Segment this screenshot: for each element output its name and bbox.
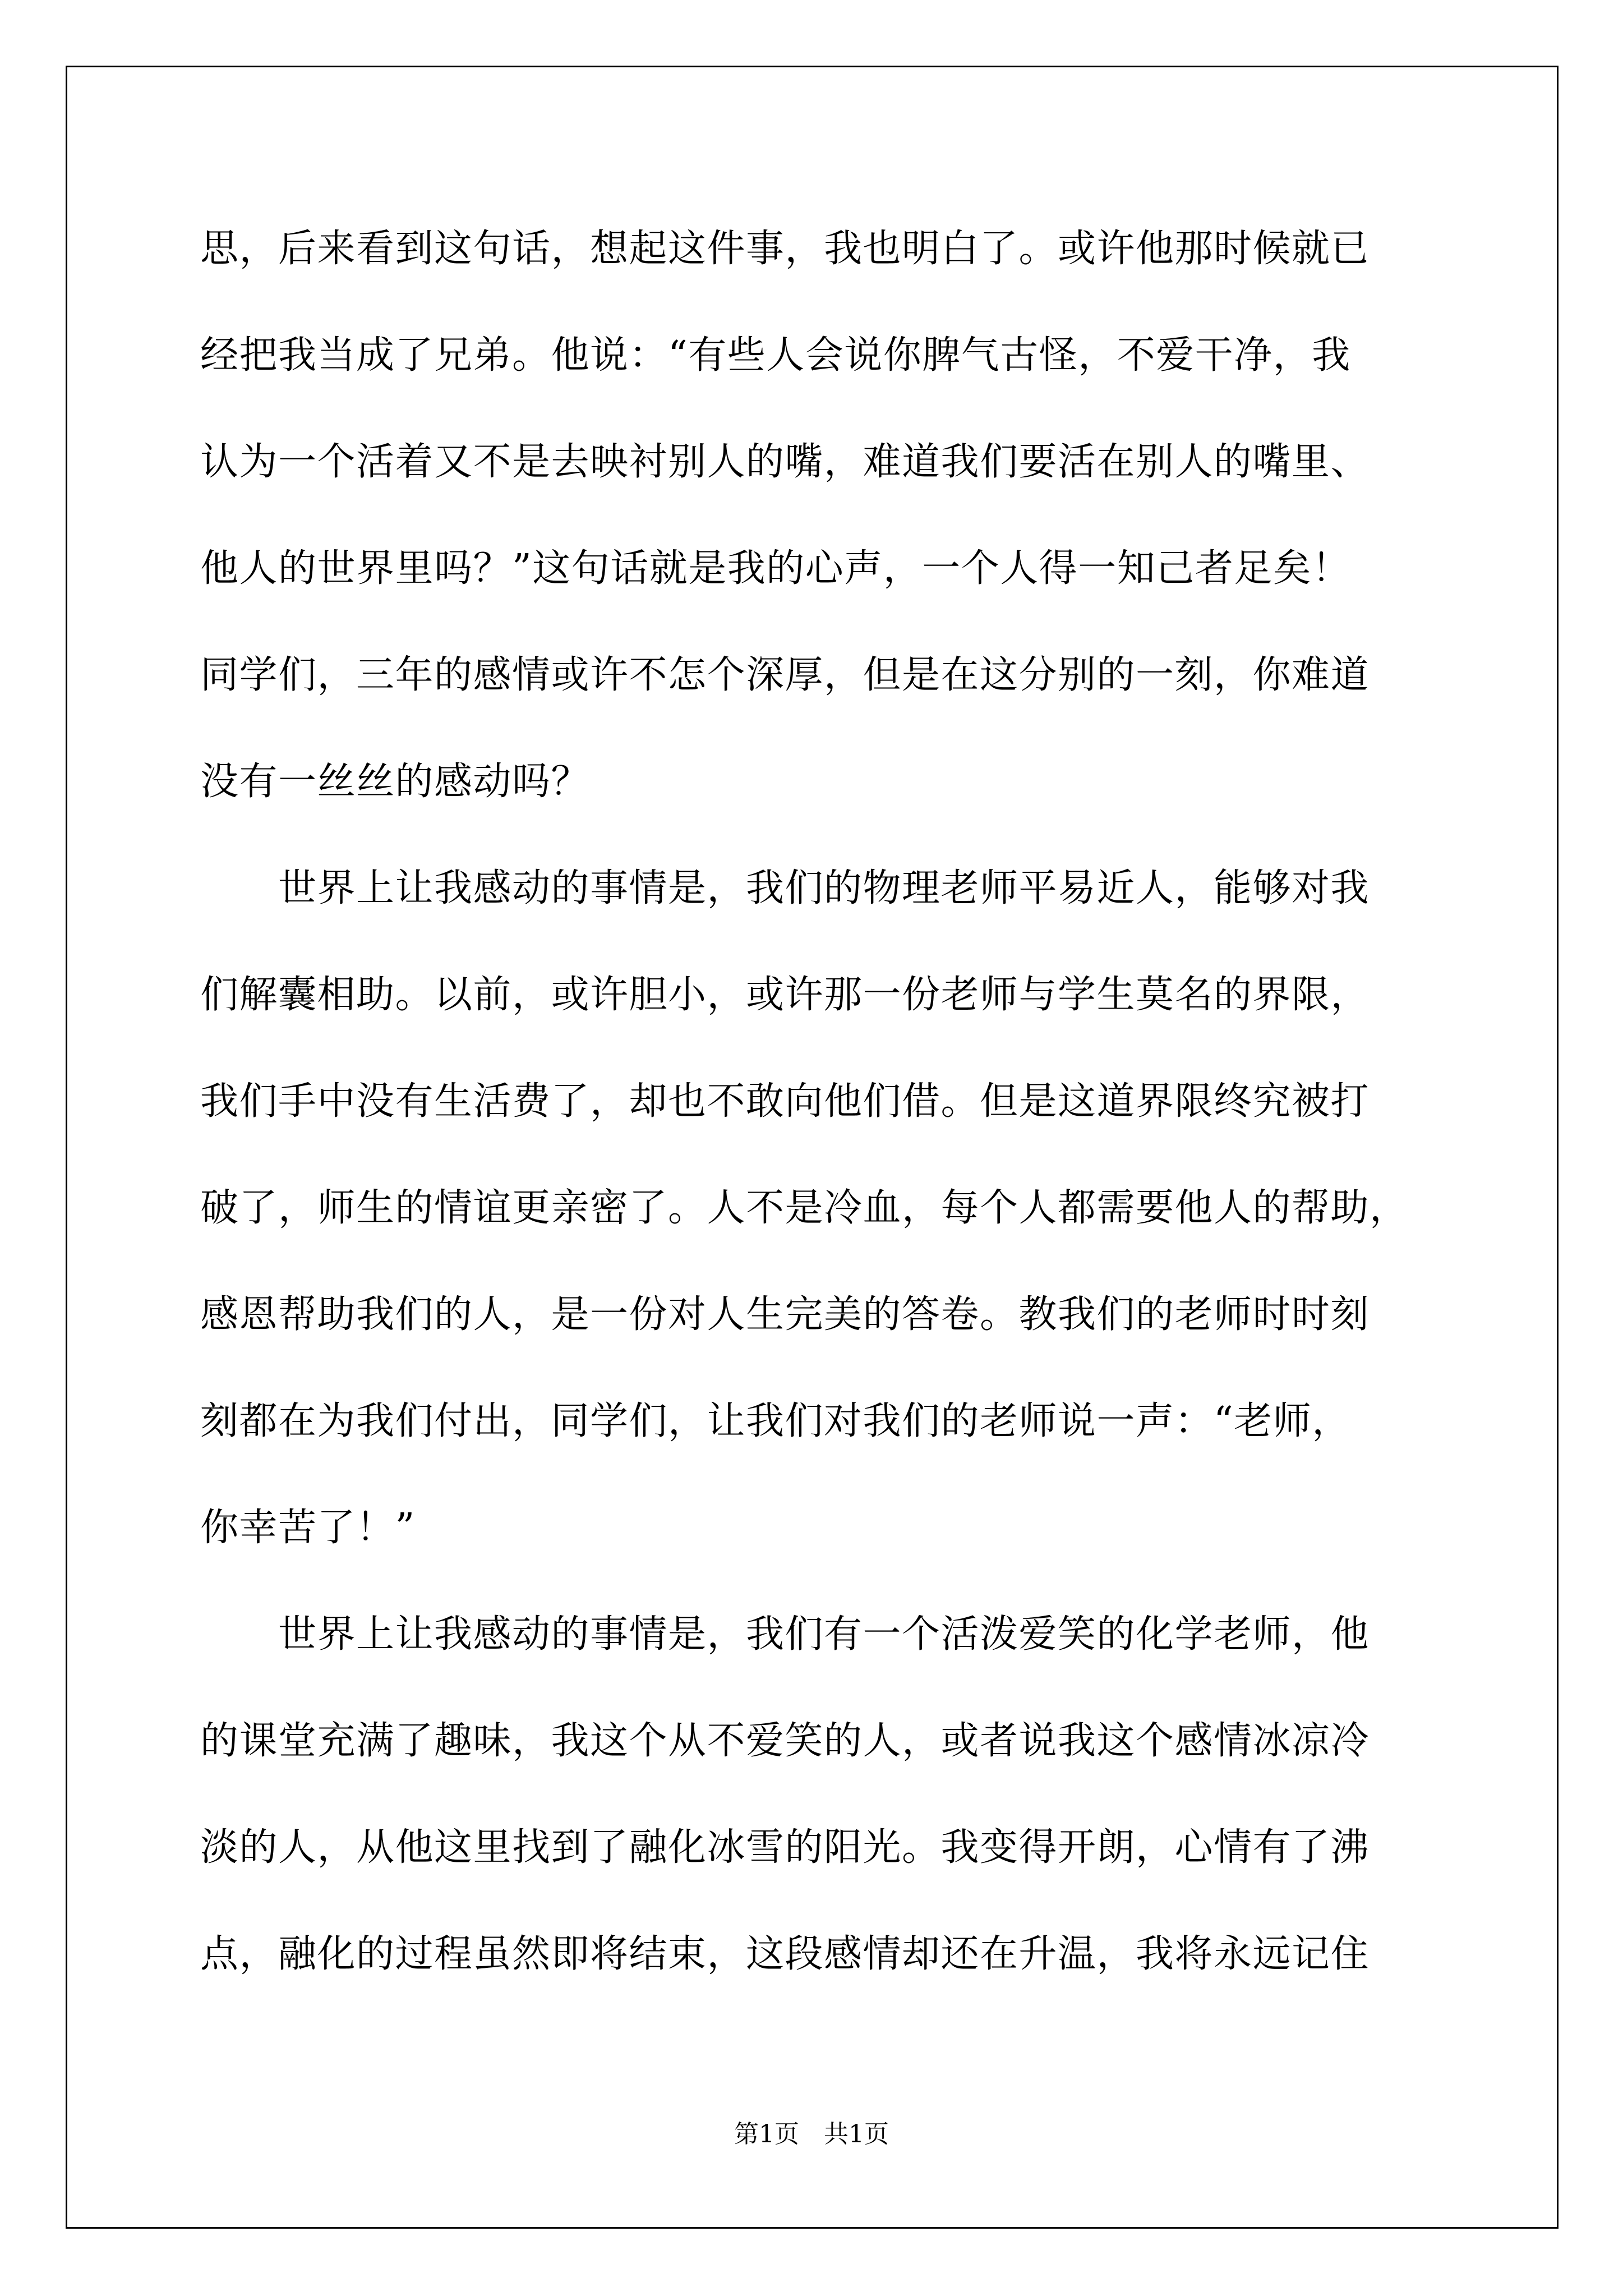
text-line: 们解囊相助。以前，或许胆小，或许那一份老师与学生莫名的界限， bbox=[200, 973, 1370, 1017]
text-line: 点，融化的过程虽然即将结束，这段感情却还在升温，我将永远记住 bbox=[200, 1932, 1370, 1976]
text-line: 世界上让我感动的事情是，我们的物理老师平易近人，能够对我 bbox=[200, 866, 1370, 910]
text-line: 没有一丝丝的感动吗？ bbox=[200, 760, 591, 804]
text-line: 的课堂充满了趣味，我这个从不爱笑的人，或者说我这个感情冰凉冷 bbox=[200, 1719, 1370, 1763]
text-line: 我们手中没有生活费了，却也不敢向他们借。但是这道界限终究被打 bbox=[200, 1079, 1370, 1124]
text-line: 世界上让我感动的事情是，我们有一个活泼爱笑的化学老师，他 bbox=[200, 1612, 1370, 1657]
text-line: 他人的世界里吗？”这句话就是我的心声，一个人得一知己者足矣！ bbox=[200, 546, 1351, 591]
page-number-footer: 第1页 共1页 bbox=[734, 2120, 889, 2148]
text-line: 认为一个活着又不是去映衬别人的嘴，难道我们要活在别人的嘴里、 bbox=[200, 440, 1370, 484]
page-border bbox=[66, 66, 1559, 2229]
text-line: 刻都在为我们付出，同学们，让我们对我们的老师说一声：“老师， bbox=[200, 1399, 1351, 1443]
text-line: 破了，师生的情谊更亲密了。人不是冷血，每个人都需要他人的帮助， bbox=[200, 1186, 1409, 1230]
text-line: 你幸苦了！” bbox=[200, 1506, 416, 1550]
text-line: 同学们，三年的感情或许不怎个深厚，但是在这分别的一刻，你难道 bbox=[200, 653, 1370, 697]
text-line: 经把我当成了兄弟。他说：“有些人会说你脾气古怪，不爱干净，我 bbox=[200, 333, 1351, 378]
text-line: 思，后来看到这句话，想起这件事，我也明白了。或许他那时候就已 bbox=[200, 227, 1370, 271]
text-line: 感恩帮助我们的人，是一份对人生完美的答卷。教我们的老师时时刻 bbox=[200, 1292, 1370, 1337]
text-line: 淡的人，从他这里找到了融化冰雪的阳光。我变得开朗，心情有了沸 bbox=[200, 1825, 1370, 1870]
